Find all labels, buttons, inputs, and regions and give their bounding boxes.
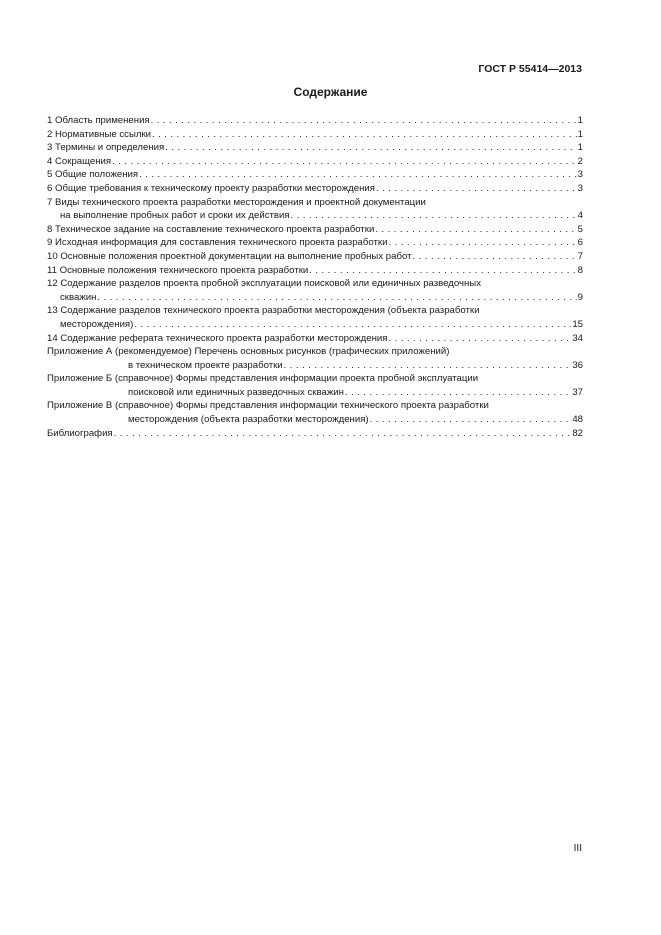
toc-entry-text: Приложение В (справочное) Формы представления информации технического проекта разработки xyxy=(47,400,489,412)
page-number: III xyxy=(573,843,582,854)
toc-page-number: 1 xyxy=(577,142,583,154)
toc-entry-text: 6 Общие требования к техническому проекту разработки месторождения xyxy=(47,182,375,194)
toc-entry[interactable] xyxy=(47,332,583,346)
toc-entry-text: 7 Виды технического проекта разработки месторождения и проектной документации xyxy=(47,196,426,208)
toc-page-number: 8 xyxy=(577,264,583,276)
toc-entry-text: на выполнение пробных работ и сроки их действия xyxy=(60,210,290,222)
toc-entry-text: месторождения (объекта разработки месторождения) xyxy=(128,414,369,426)
toc-entry-text: поисковой или единичных разведочных скважин xyxy=(128,386,344,398)
toc-dot-leader xyxy=(134,318,571,332)
toc-dot-leader xyxy=(345,386,571,400)
toc-entry-line xyxy=(47,318,583,332)
toc-entry-line xyxy=(47,223,583,237)
toc-dot-leader xyxy=(165,141,576,155)
toc-entry-text: 9 Исходная информация для составления технического проекта разработки xyxy=(47,237,388,249)
table-of-contents xyxy=(47,114,583,440)
toc-page-number: 6 xyxy=(577,237,583,249)
toc-entry-text: 8 Техническое задание на составление технического проекта разработки xyxy=(47,223,375,235)
toc-entry-line xyxy=(47,304,583,318)
toc-page-number: 7 xyxy=(577,250,583,262)
toc-entry-text: 14 Содержание реферата технического проекта разработки месторождения xyxy=(47,332,388,344)
toc-entry-line xyxy=(47,386,583,400)
toc-entry[interactable] xyxy=(47,141,583,155)
toc-page-number: 1 xyxy=(577,128,583,140)
toc-entry[interactable] xyxy=(47,168,583,182)
toc-entry-line xyxy=(47,427,583,441)
toc-entry-line xyxy=(47,236,583,250)
toc-entry-text: 11 Основные положения технического проекта разработки xyxy=(47,264,309,276)
toc-page-number: 48 xyxy=(572,414,583,426)
toc-entry[interactable] xyxy=(47,345,583,372)
toc-dot-leader xyxy=(412,250,576,264)
toc-page-number: 37 xyxy=(572,386,583,398)
toc-entry-line xyxy=(47,128,583,142)
toc-dot-leader xyxy=(114,427,572,441)
toc-entry-line xyxy=(47,196,583,210)
toc-entry-text: 1 Область применения xyxy=(47,115,150,126)
toc-entry[interactable] xyxy=(47,114,583,128)
toc-page-number: 2 xyxy=(577,155,583,167)
toc-entry-text: 2 Нормативные ссылки xyxy=(47,128,152,140)
toc-entry-line xyxy=(47,264,583,278)
toc-entry[interactable] xyxy=(47,236,583,250)
toc-entry-text: Приложение Б (справочное) Формы представления информации проекта пробной эксплуатации xyxy=(47,373,479,385)
toc-dot-leader xyxy=(112,155,577,169)
toc-entry[interactable] xyxy=(47,277,583,304)
toc-page-number: 34 xyxy=(572,332,583,344)
toc-page-number: 5 xyxy=(577,223,583,235)
toc-entry[interactable] xyxy=(47,304,583,331)
toc-entry-text: месторождения) xyxy=(60,318,134,330)
toc-entry-line xyxy=(47,250,583,264)
toc-entry[interactable] xyxy=(47,182,583,196)
toc-dot-leader xyxy=(139,168,577,182)
toc-entry-text: Приложение А (рекомендуемое) Перечень основных рисунков (графических приложений) xyxy=(47,346,450,358)
standard-code: ГОСТ Р 55414—2013 xyxy=(478,63,582,75)
toc-entry-line xyxy=(47,141,583,155)
toc-page-number: 82 xyxy=(572,427,583,439)
toc-entry-line xyxy=(47,155,583,169)
toc-dot-leader xyxy=(309,264,576,278)
toc-entry[interactable] xyxy=(47,128,583,142)
toc-dot-leader xyxy=(375,223,576,237)
toc-entry-line xyxy=(47,399,583,413)
toc-entry-line xyxy=(47,209,583,223)
toc-entry[interactable] xyxy=(47,399,583,426)
toc-entry-text: 5 Общие положения xyxy=(47,169,139,181)
toc-dot-leader xyxy=(151,114,577,128)
toc-page-number: 9 xyxy=(577,291,583,303)
toc-dot-leader xyxy=(152,128,577,142)
toc-entry[interactable] xyxy=(47,372,583,399)
toc-dot-leader xyxy=(388,332,571,346)
toc-page-number: 4 xyxy=(577,210,583,222)
toc-entry-line xyxy=(47,291,583,305)
toc-entry[interactable] xyxy=(47,223,583,237)
toc-entry[interactable] xyxy=(47,264,583,278)
toc-entry-line xyxy=(47,114,583,128)
toc-title: Содержание xyxy=(293,85,368,99)
toc-entry-line xyxy=(47,182,583,196)
toc-entry-text: 10 Основные положения проектной документации на выполнение пробных работ xyxy=(47,250,412,262)
toc-dot-leader xyxy=(284,359,572,373)
toc-entry-text: скважин xyxy=(60,291,97,303)
toc-entry[interactable] xyxy=(47,427,583,441)
toc-entry[interactable] xyxy=(47,250,583,264)
toc-entry-line xyxy=(47,332,583,346)
toc-entry-text: 12 Содержание разделов проекта пробной эксплуатации поисковой или единичных разведочных xyxy=(47,278,481,290)
toc-entry[interactable] xyxy=(47,155,583,169)
toc-entry-text: в техническом проекте разработки xyxy=(128,359,283,371)
toc-page-number: 3 xyxy=(577,169,583,181)
toc-entry-line xyxy=(47,359,583,373)
toc-entry-line xyxy=(47,372,583,386)
toc-dot-leader xyxy=(388,236,576,250)
toc-dot-leader xyxy=(291,209,577,223)
toc-entry-line xyxy=(47,168,583,182)
toc-entry[interactable] xyxy=(47,196,583,223)
toc-entry-text: 13 Содержание разделов технического проекта разработки месторождения (объекта разработки xyxy=(47,305,480,317)
toc-entry-text: 4 Сокращения xyxy=(47,155,112,167)
toc-dot-leader xyxy=(376,182,577,196)
toc-page-number: 1 xyxy=(577,115,583,126)
toc-entry-line xyxy=(47,345,583,359)
toc-entry-line xyxy=(47,277,583,291)
toc-entry-line xyxy=(47,413,583,427)
toc-entry-text: 3 Термины и определения xyxy=(47,142,165,154)
toc-page-number: 15 xyxy=(572,318,583,330)
toc-dot-leader xyxy=(370,413,572,427)
toc-dot-leader xyxy=(97,291,576,305)
toc-entry-text: Библиография xyxy=(47,427,113,439)
toc-page-number: 36 xyxy=(572,359,583,371)
toc-page-number: 3 xyxy=(577,182,583,194)
